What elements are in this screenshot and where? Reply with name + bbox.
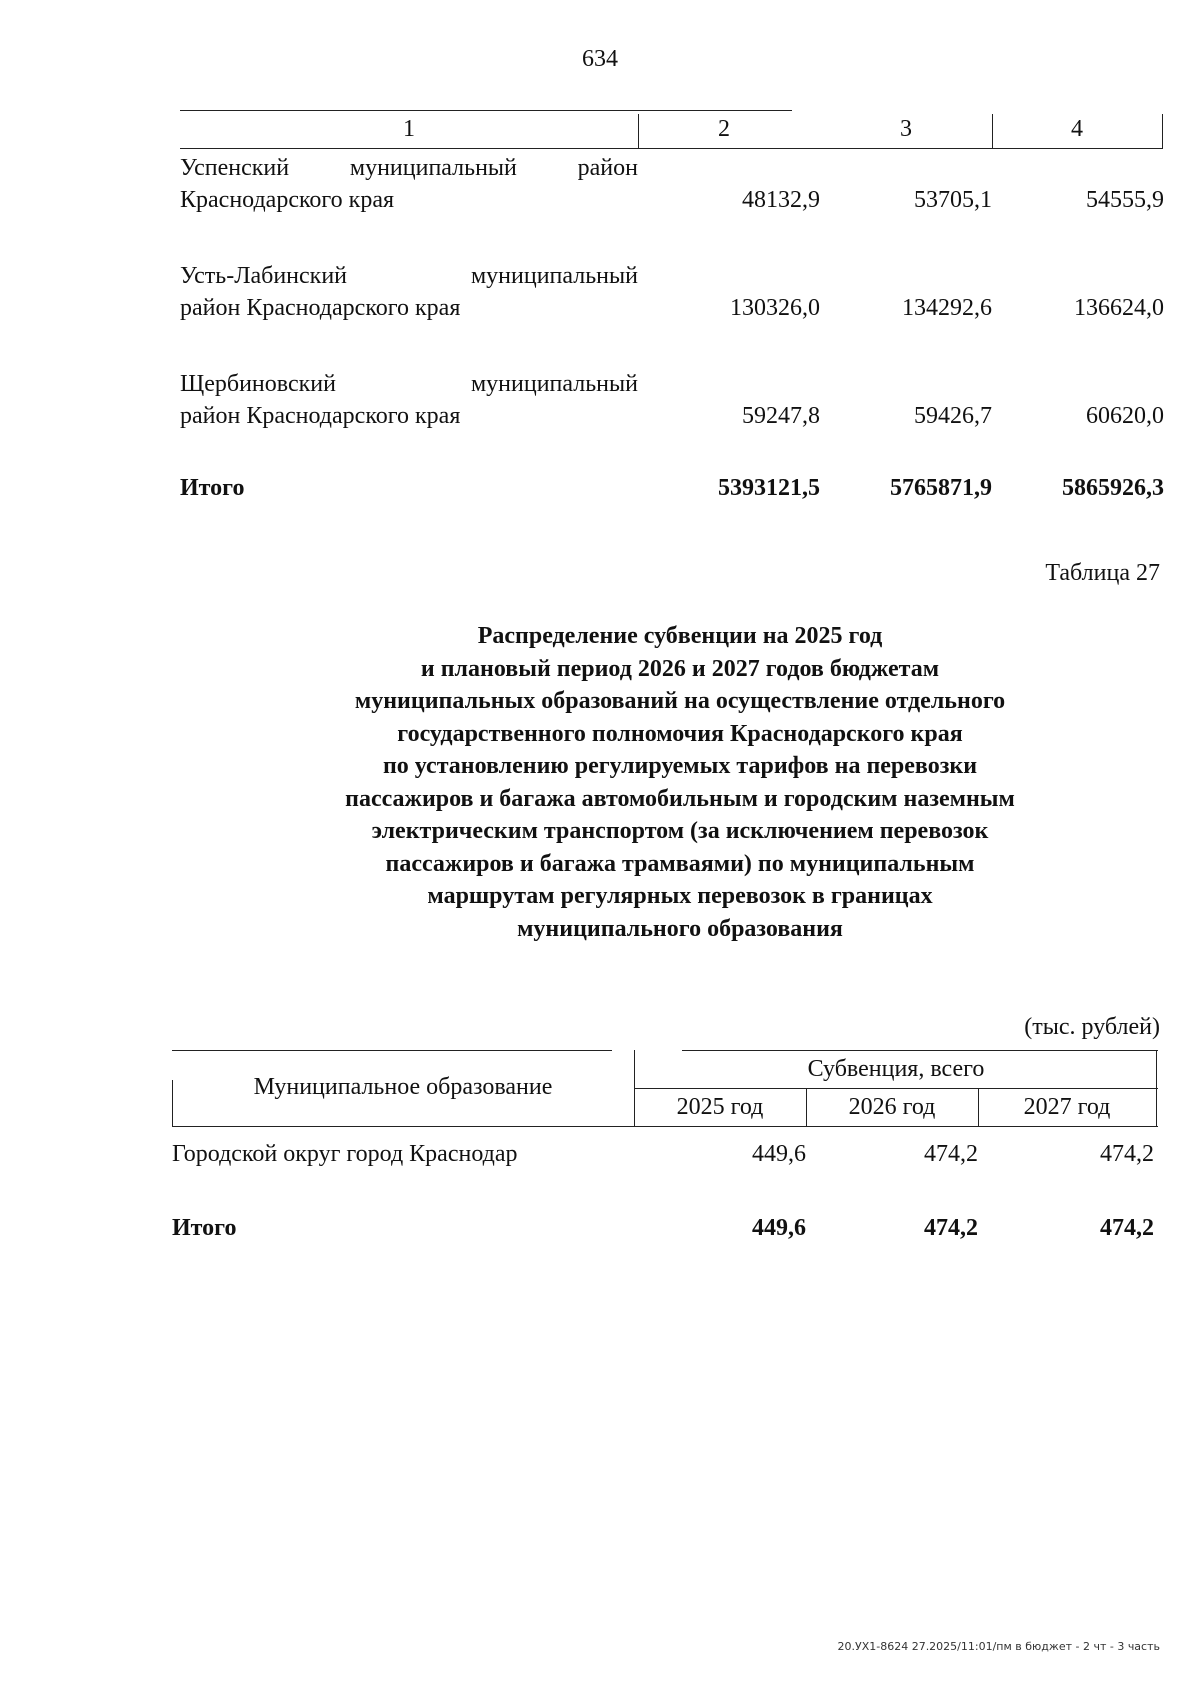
- row-name: [180, 152, 638, 216]
- table-number: Таблица 27: [1045, 560, 1160, 586]
- total-2026: 474,2: [924, 1215, 978, 1241]
- value-2025: 449,6: [752, 1141, 806, 1167]
- title-line: муниципальных образований на осуществление отдельного: [354, 688, 1006, 714]
- value-2026: 59426,7: [914, 403, 992, 429]
- row-name-line1: Усть-Лабинский муниципальный: [180, 263, 638, 289]
- table-row: [180, 152, 1163, 216]
- total-2026: 5765871,9: [890, 475, 992, 501]
- title-line: электрическим транспортом (за исключением перевозок: [371, 818, 989, 844]
- table-row: [180, 260, 1163, 324]
- title-line: пассажиров и багажа автомобильным и городским наземным: [345, 785, 1015, 812]
- table1-total-row: [180, 472, 1163, 504]
- table27-header: [172, 1050, 1158, 1130]
- col-2026-header: 2026 год: [848, 1094, 936, 1120]
- value-2026: 474,2: [924, 1141, 978, 1167]
- value-2027: 54555,9: [1086, 187, 1164, 213]
- row-name-line2: Краснодарского края: [180, 187, 395, 213]
- title-line: государственного полномочия Краснодарского края: [397, 720, 963, 747]
- total-label: Итого: [180, 475, 245, 501]
- row-name: [180, 260, 638, 324]
- table1-header: [180, 110, 1163, 150]
- col-name-header: Муниципальное образование: [253, 1074, 553, 1100]
- title-line: маршрутам регулярных перевозок в границах: [427, 883, 933, 909]
- table1-col1-header: 1: [403, 116, 415, 142]
- value-2025: 59247,8: [742, 403, 820, 429]
- row-name-line2: район Краснодарского края: [180, 295, 461, 321]
- col-2025-header: 2025 год: [676, 1094, 764, 1120]
- value-2027: 136624,0: [1074, 295, 1164, 321]
- value-2027: 60620,0: [1086, 403, 1164, 429]
- units-label: (тыс. рублей): [1024, 1014, 1160, 1040]
- table-row: [180, 368, 1163, 432]
- title-line: пассажиров и багажа трамваями) по муниципальным: [385, 850, 975, 877]
- total-2027: 5865926,3: [1062, 475, 1164, 501]
- value-2025: 48132,9: [742, 187, 820, 213]
- total-label: Итого: [172, 1215, 237, 1241]
- total-2025: 449,6: [752, 1215, 806, 1241]
- table-row: [172, 1138, 1158, 1170]
- row-name: [180, 368, 638, 432]
- table1-col3-header: 3: [900, 116, 912, 142]
- title-line: по установлению регулируемых тарифов на перевозки: [382, 753, 978, 779]
- value-2026: 53705,1: [914, 187, 992, 213]
- title-line: муниципального образования: [517, 915, 843, 942]
- value-2025: 130326,0: [730, 295, 820, 321]
- col-2027-header: 2027 год: [1023, 1094, 1111, 1120]
- total-2025: 5393121,5: [718, 475, 820, 501]
- row-name-line1: Щербиновский муниципальный: [180, 371, 638, 397]
- total-2027: 474,2: [1100, 1215, 1154, 1241]
- table1-col4-header: 4: [1071, 116, 1083, 142]
- row-name-line1: Успенский муниципальный район: [180, 155, 638, 181]
- title-line: Распределение субвенции на 2025 год: [477, 623, 883, 649]
- row-name: Городской округ город Краснодар: [172, 1141, 518, 1167]
- value-2026: 134292,6: [902, 295, 992, 321]
- group-header: Субвенция, всего: [807, 1056, 985, 1082]
- table27-total-row: [172, 1212, 1158, 1244]
- table-title: [200, 620, 1160, 945]
- page-number: 634: [582, 46, 618, 72]
- title-line: и плановый период 2026 и 2027 годов бюджетам: [420, 655, 940, 682]
- row-name-line2: район Краснодарского края: [180, 403, 461, 429]
- footer-code: 20.УХ1-8624 27.2025/11:01/пм в бюджет - 2 чт - 3 часть: [837, 1640, 1160, 1653]
- table1-col2-header: 2: [718, 116, 730, 142]
- value-2027: 474,2: [1100, 1141, 1154, 1167]
